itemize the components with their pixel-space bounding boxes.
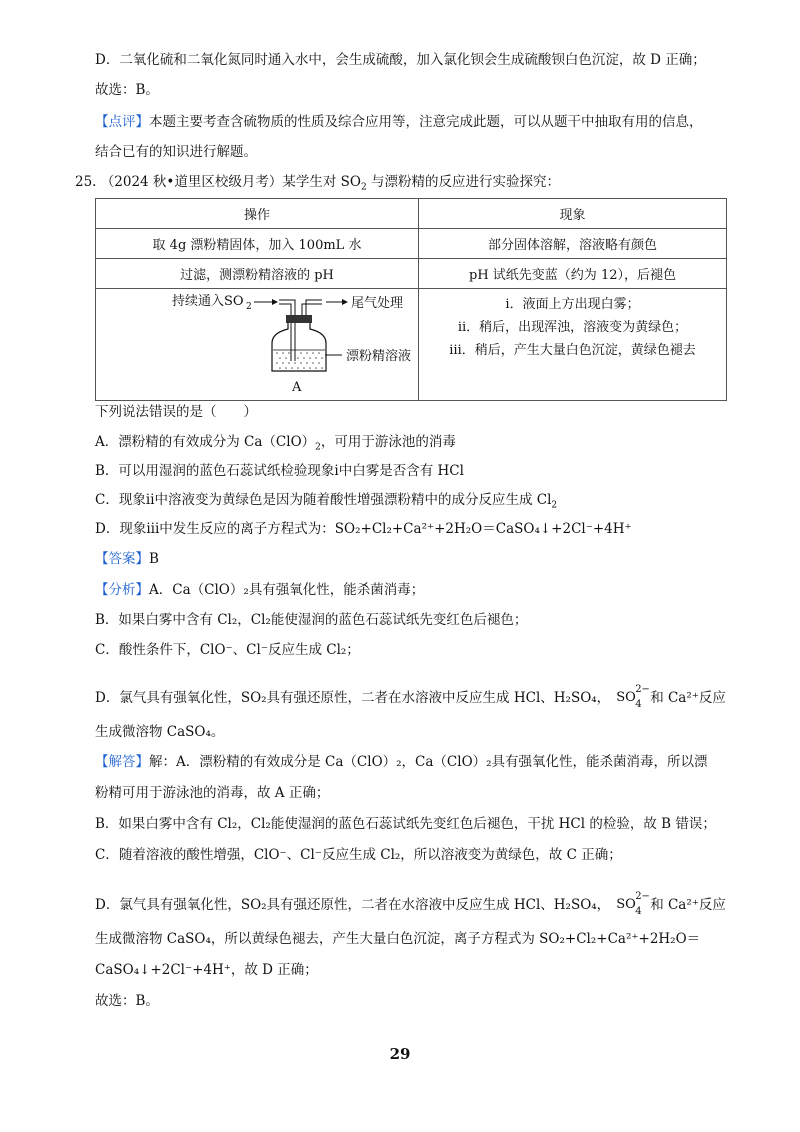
apparatus-letter: A (292, 380, 302, 395)
solution-b: B．如果白雾中含有 Cl₂，Cl₂能使湿润的蓝色石蕊试纸先变红色后褪色，干扰 HCl 的检验，故 B 错误； (95, 816, 716, 832)
option-b: B．可以用湿润的蓝色石蕊试纸检验现象ⅰ中白雾是否含有 HCl (95, 463, 464, 479)
stopper (286, 315, 312, 323)
question-number: 25. (75, 174, 97, 190)
row1-operation: 取 4g 漂粉精固体，加入 100mL 水 (96, 229, 419, 259)
solution-dots (276, 352, 323, 369)
inlet-arrowhead (272, 299, 278, 305)
prev-comment (95, 112, 735, 132)
observation-3: ⅲ．稍后，产生大量白色沉淀，黄绿色褪去 (449, 343, 696, 358)
comment-text-1: 本题主要考查含硫物质的性质及综合应用等，注意完成此题，可以从题干中抽取有用的信息， (149, 114, 703, 130)
header-phenomenon: 现象 (419, 199, 727, 229)
inlet-label: 持续通入SO (172, 294, 244, 309)
answer-value: B (149, 551, 159, 567)
outlet-arrowhead (342, 299, 348, 305)
prev-comment-2: 结合已有的知识进行解题。 (95, 144, 257, 160)
observations (419, 289, 726, 362)
svg-text:2: 2 (246, 302, 252, 312)
header-operation: 操作 (96, 199, 419, 229)
analysis-a: 【分析】A．Ca（ClO）₂具有强氧化性，能杀菌消毒； (95, 582, 425, 598)
row2-operation: 过滤，测漂粉精溶液的 pH (96, 259, 419, 289)
question-stem: 25. （2024 秋•道里区校级月考）某学生对 $SO_2$ 与漂粉精的反应进行实验探究： (75, 174, 561, 193)
analysis-c: C．酸性条件下，ClO⁻、Cl⁻反应生成 Cl₂； (95, 642, 360, 658)
prev-choose: 故选：B。 (95, 82, 159, 98)
observation-2: ⅱ．稍后，出现浑浊，溶液变为黄绿色； (457, 320, 688, 335)
sulfate-ion-formula: SO 2− 4 (616, 684, 650, 710)
solution-tag: 【解答】 (95, 754, 149, 770)
solution-a-2: 粉精可用于游泳池的消毒，故 A 正确； (95, 785, 330, 801)
apparatus-diagram (96, 289, 418, 400)
sulfate-ion-formula-2: SO 2− 4 (616, 891, 650, 917)
option-c: C．现象ⅱ中溶液变为黄绿色是因为随着酸性增强漂粉精中的成分反应生成 $Cl_2$ (95, 492, 558, 511)
comment-tag: 【点评】 (95, 114, 149, 130)
solution-d: D．氯气具有强氧化性，SO₂具有强还原性，二者在水溶液中反应生成 HCl、H₂SO₄， SO 2− 4 和 Ca²⁺反应 (95, 891, 726, 917)
solution-label: 漂粉精溶液 (346, 349, 412, 364)
option-d: D．现象ⅲ中发生反应的离子方程式为：SO₂+Cl₂+Ca²⁺+2H₂O＝CaSO₄↓+2Cl⁻+4H⁺ (95, 521, 632, 537)
row2-phenomenon: pH 试纸先变蓝（约为 12），后褪色 (419, 259, 727, 289)
analysis-tag: 【分析】 (95, 582, 149, 598)
apparatus-cell (96, 289, 419, 401)
answer (95, 549, 735, 569)
experiment-table (95, 198, 727, 401)
analysis-b: B．如果白雾中含有 Cl₂，Cl₂能使湿润的蓝色石蕊试纸先变红色后褪色； (95, 612, 528, 628)
gas-bottle (272, 323, 326, 371)
page-number: 29 (389, 1045, 411, 1063)
answer-tag: 【答案】 (95, 551, 149, 567)
row3-phenomenon (419, 289, 727, 401)
question-ask: 下列说法错误的是（ ） (95, 404, 257, 420)
solution-c: C．随着溶液的酸性增强，ClO⁻、Cl⁻反应生成 Cl₂，所以溶液变为黄绿色，故 C 正确； (95, 847, 622, 863)
inlet-tube (279, 300, 295, 361)
observation-1: ⅰ．液面上方出现白雾； (505, 297, 640, 312)
solution-a: 【解答】解：A．漂粉精的有效成分是 Ca（ClO）₂，Ca（ClO）₂具有强氧化性，能杀菌消毒，所以漂 (95, 754, 708, 770)
solution-d-3: CaSO₄↓+2Cl⁻+4H⁺，故 D 正确； (95, 962, 318, 978)
outlet-label: 尾气处理 (351, 296, 404, 311)
option-a: A．漂粉精的有效成分为 $Ca(ClO)_2$，可用于游泳池的消毒 (95, 434, 456, 453)
analysis-d: D．氯气具有强氧化性，SO₂具有强还原性，二者在水溶液中反应生成 HCl、H₂SO₄， SO 2− 4 和 Ca²⁺反应 (95, 684, 726, 710)
prev-option-d: D．二氧化硫和二氧化氮同时通入水中，会生成硫酸，加入氯化钡会生成硫酸钡白色沉淀，故 D 正确； (95, 52, 706, 68)
analysis-d-2: 生成微溶物 CaSO₄。 (95, 724, 225, 740)
gas-bottle-diagram (96, 289, 418, 400)
solution-d-2: 生成微溶物 CaSO₄，所以黄绿色褪去，产生大量白色沉淀，离子方程式为 SO₂+Cl₂+Ca²⁺+2H₂O＝ (95, 931, 701, 947)
final-choose: 故选：B。 (95, 993, 159, 1009)
row1-phenomenon: 部分固体溶解，溶液略有颜色 (419, 229, 727, 259)
